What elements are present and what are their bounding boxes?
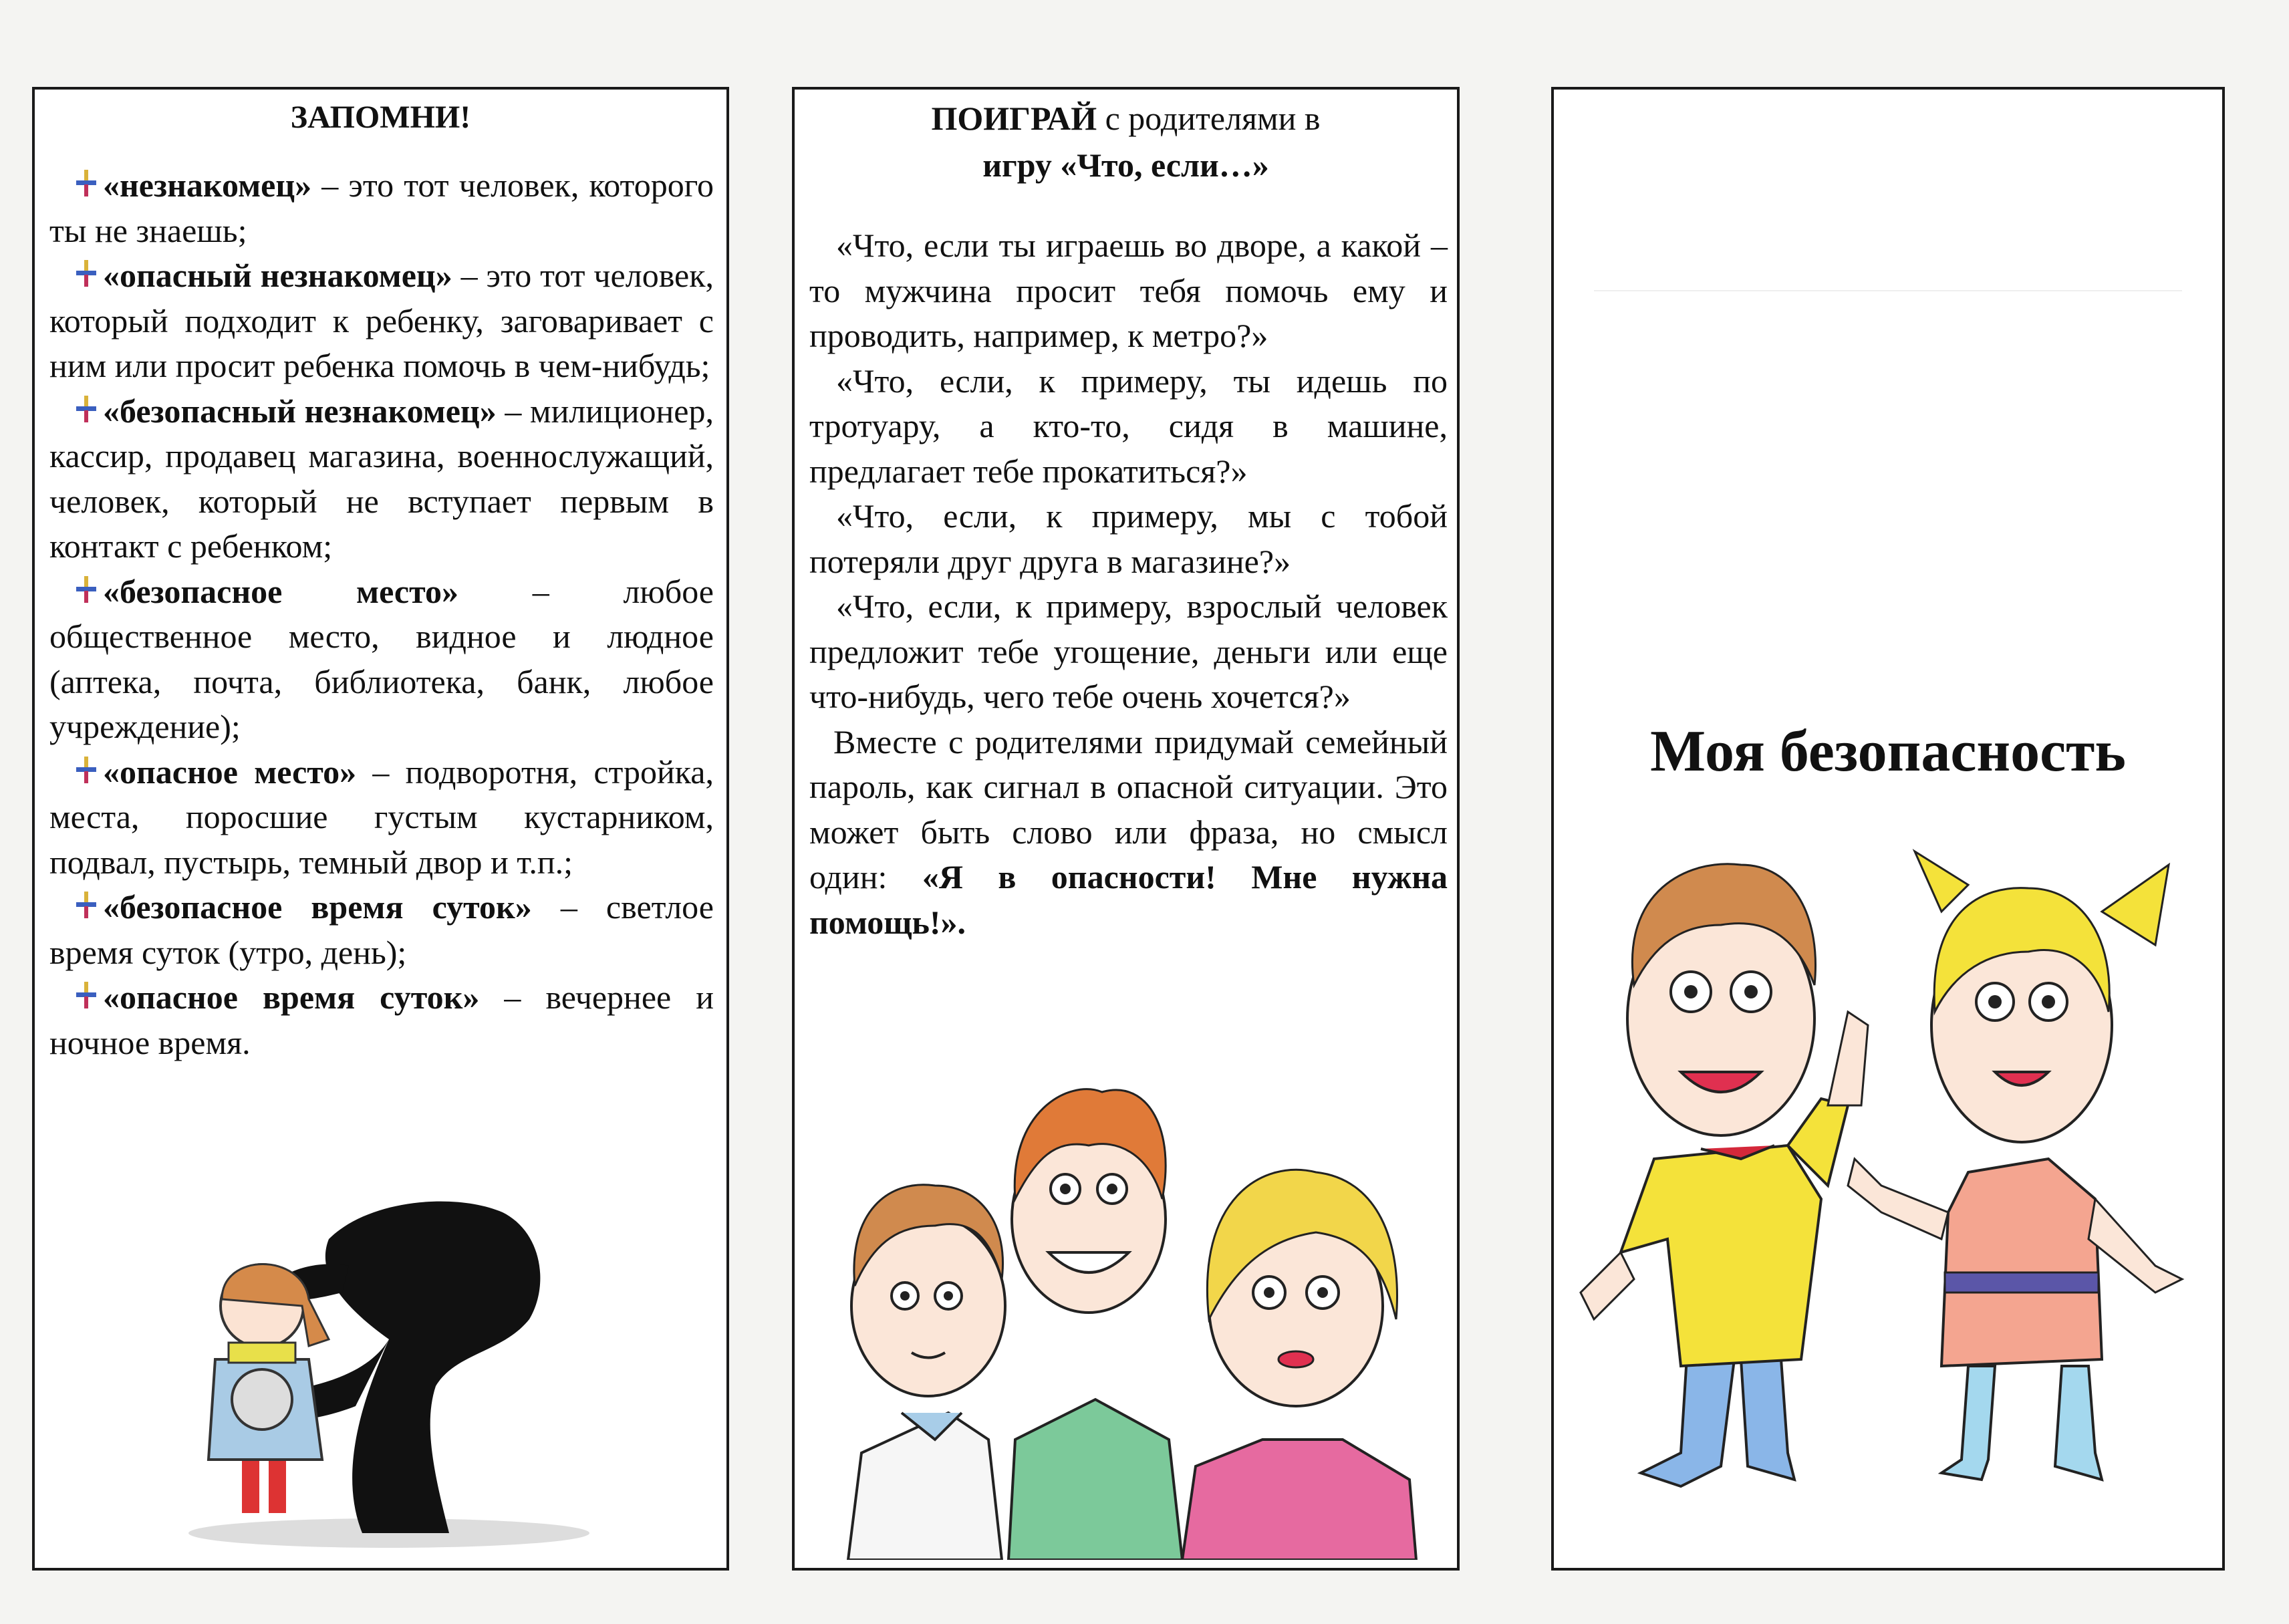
- remember-title: ЗАПОМНИ!: [290, 100, 471, 135]
- definition-item: [49, 750, 714, 886]
- game-title-bold: ПОИГРАЙ: [931, 100, 1097, 137]
- game-title: [795, 95, 1457, 188]
- definition-text: – любое общественное место, видное и людное (аптека, почта, библиотека, банк, любое учреждение);: [49, 572, 714, 745]
- game-questions: [809, 223, 1448, 945]
- definition-text: – милиционер, кассир, продавец магазина, военнослужащий, человек, который не вступает первым в контакт с ребенком;: [49, 392, 714, 565]
- definition-item: [49, 885, 714, 975]
- definition-term: «безопасное место»: [103, 572, 459, 610]
- password-phrase: «Я в опасности! Мне нужна помощь!».: [809, 858, 1448, 941]
- question-paragraph: «Что, если ты играешь во дворе, а какой – то мужчина просит тебя помочь ему и проводить, например, к метро?»: [809, 227, 1448, 354]
- definition-item: [49, 975, 714, 1065]
- password-text: Вместе с родителями придумай семейный пароль, как сигнал в опасной ситуации. Это может быть слово или фраза, но смысл один:: [809, 722, 1448, 896]
- faded-bleedthrough: [1594, 290, 2182, 626]
- game-title-normal: с родителями в: [1097, 100, 1321, 137]
- password-paragraph: [809, 720, 1448, 946]
- cross-bullet-icon: [49, 167, 103, 200]
- left-panel: [32, 87, 729, 1571]
- definition-item: [49, 253, 714, 389]
- definition-text: – светлое время суток (утро, день);: [49, 888, 714, 971]
- definition-item: [49, 163, 714, 253]
- question-paragraph: «Что, если, к примеру, ты идешь по тротуару, а кто-то, сидя в машине, предлагает тебе прокатиться?»: [809, 362, 1448, 490]
- definition-text: – это тот человек, которого ты не знаешь;: [49, 166, 714, 249]
- definition-term: «безопасное время суток»: [103, 888, 532, 926]
- family-illustration: [835, 1065, 1423, 1560]
- middle-panel: [792, 87, 1460, 1571]
- definition-item: [49, 389, 714, 569]
- game-title-name: игру «Что, если…»: [982, 146, 1269, 184]
- question-paragraph: «Что, если, к примеру, мы с тобой потеряли друг друга в магазине?»: [809, 497, 1448, 580]
- definition-text: – это тот человек, который подходит к ребенку, заговаривает с ним или просит ребенка помочь в чем-нибудь;: [49, 257, 714, 384]
- question-paragraph: «Что, если, к примеру, взрослый человек предложит тебе угощение, деньги или еще что-нибудь, чего тебе очень хочется?»: [809, 587, 1448, 715]
- definition-term: «опасное время суток»: [103, 978, 480, 1016]
- cross-bullet-icon: [49, 573, 103, 607]
- children-illustration: [1567, 811, 2209, 1506]
- cross-bullet-icon: [49, 257, 103, 291]
- cover-title: Моя безопасность: [1650, 719, 2126, 784]
- cross-bullet-icon: [49, 979, 103, 1012]
- definition-term: «безопасный незнакомец»: [103, 392, 497, 430]
- definition-term: «опасный незнакомец»: [103, 257, 452, 294]
- definition-text: – вечернее и ночное время.: [49, 978, 714, 1061]
- cross-bullet-icon: [49, 889, 103, 922]
- definition-item: [49, 569, 714, 750]
- stranger-shadow-illustration: [168, 1186, 596, 1560]
- cross-bullet-icon: [49, 754, 103, 787]
- definition-term: «незнакомец»: [103, 166, 312, 204]
- definitions-list: [49, 163, 714, 1065]
- cross-bullet-icon: [49, 393, 103, 426]
- cover-panel: [1551, 87, 2225, 1571]
- definition-text: – подворотня, стройка, места, поросшие густым кустарником, подвал, пустырь, темный двор и т.п.;: [49, 753, 714, 881]
- definition-term: «опасное место»: [103, 753, 357, 791]
